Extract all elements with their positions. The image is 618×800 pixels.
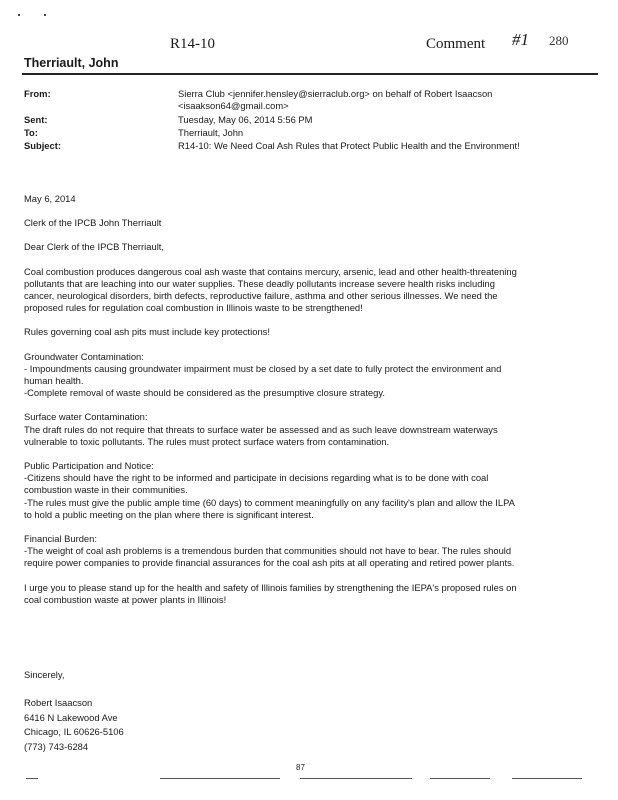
public-participation-line: -The rules must give the public ample time (60 days) to comment meaningfully on any facility's plan and allow the ILPA (24, 496, 515, 508)
from-value-line: <isaakson64@gmail.com> (178, 99, 289, 111)
closing-line: I urge you to please stand up for the health and safety of Illinois families by strengthening the IEPA's proposed rules on (24, 581, 517, 593)
signature-block (24, 668, 124, 754)
comment-number: #1 (512, 30, 529, 49)
public-participation-line: to hold a public meeting on the plan where there is significant interest. (24, 508, 314, 520)
sent-value: Tuesday, May 06, 2014 5:56 PM (178, 114, 313, 125)
recipient-name-heading: Therriault, John (24, 56, 119, 70)
scan-speck (18, 14, 20, 16)
groundwater-section (24, 351, 584, 400)
docket-number: R14-10 (170, 36, 215, 52)
financial-burden-line: require power companies to provide financial assurances for the coal ash pits at all operating and retired power plants. (24, 557, 515, 569)
from-label: From: (24, 88, 51, 99)
header-rule (22, 73, 598, 75)
public-participation-line: -Citizens should have the right to be informed and participate in decisions regarding what is to be done with coal (24, 472, 489, 484)
intro-line: pollutants that are leaching into our water supplies. These deadly pollutants increase severe health risks including (24, 277, 495, 289)
surface-water-heading: Surface water Contamination: (24, 411, 148, 423)
from-value (178, 88, 578, 111)
intro-paragraph (24, 266, 584, 315)
to-value: Therriault, John (178, 127, 244, 138)
signer-phone: (773) 743-6284 (24, 740, 89, 752)
public-participation-line: combustion waste in their communities. (24, 484, 188, 496)
scan-speck (44, 14, 46, 16)
public-participation-section (24, 460, 584, 521)
signer-address: 6416 N Lakewood Ave (24, 711, 118, 723)
financial-burden-heading: Financial Burden: (24, 533, 97, 545)
groundwater-line: -Complete removal of waste should be considered as the presumptive closure strategy. (24, 387, 385, 399)
letter-body (24, 193, 584, 618)
signer-city: Chicago, IL 60626-5106 (24, 726, 124, 738)
subject-value: R14-10: We Need Coal Ash Rules that Protect Public Health and the Environment! (178, 140, 520, 151)
letter-addressee: Clerk of the IPCB John Therriault (24, 217, 162, 229)
letter-date: May 6, 2014 (24, 193, 76, 204)
surface-water-line: vulnerable to toxic pollutants. The rules must protect surface waters from contamination. (24, 435, 390, 447)
footer-page-number: 87 (296, 763, 305, 772)
closing-line: coal combustion waste at power plants in Illinois! (24, 593, 227, 605)
intro-line: proposed rules for regulation coal combustion in Illinois waste to be strengthened! (24, 302, 363, 314)
groundwater-line: - Impoundments causing groundwater impairment must be closed by a set date to fully protect the environment and (24, 362, 502, 374)
from-value-line: Sierra Club <jennifer.hensley@sierraclub.org> on behalf of Robert Isaacson (178, 88, 493, 99)
sent-label: Sent: (24, 114, 48, 125)
page-stamp: 280 (549, 33, 569, 48)
letter-salutation: Dear Clerk of the IPCB Therriault, (24, 241, 164, 253)
comment-label: Comment (426, 36, 486, 52)
footer-rule (160, 778, 280, 779)
signer-name: Robert Isaacson (24, 697, 93, 709)
intro-line: Coal combustion produces dangerous coal ash waste that contains mercury, arsenic, lead and other health-threatening (24, 265, 517, 277)
signoff: Sincerely, (24, 669, 65, 680)
surface-water-section (24, 411, 584, 448)
groundwater-line: human health. (24, 375, 84, 387)
surface-water-line: The draft rules do not require that threats to surface water be assessed and as such leave downstream waterways (24, 423, 498, 435)
financial-burden-section (24, 533, 584, 570)
footer-rule (26, 778, 38, 779)
financial-burden-line: -The weight of coal ash problems is a tremendous burden that communities should not have to bear. The rules should (24, 545, 512, 557)
footer-rule (512, 778, 582, 779)
footer-rule (430, 778, 490, 779)
signature-spacer (24, 682, 124, 696)
groundwater-heading: Groundwater Contamination: (24, 350, 144, 362)
public-participation-heading: Public Participation and Notice: (24, 460, 154, 472)
intro-line: cancer, neurological disorders, birth defects, reproductive failure, asthma and other serious illnesses. We need the (24, 290, 498, 302)
rules-intro: Rules governing coal ash pits must include key protections! (24, 326, 270, 338)
to-label: To: (24, 127, 38, 138)
footer-rule (300, 778, 412, 779)
closing-paragraph (24, 582, 584, 606)
subject-label: Subject: (24, 140, 61, 151)
